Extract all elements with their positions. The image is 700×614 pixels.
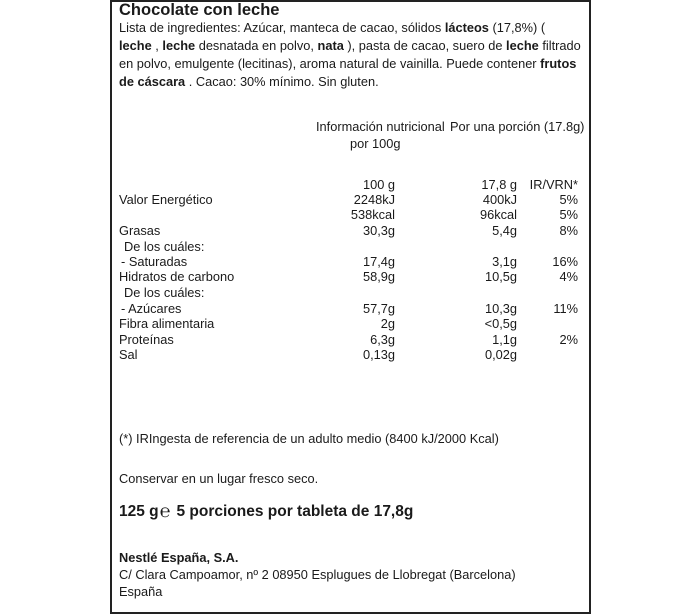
nutrition-row	[119, 223, 579, 239]
nutrient-name: Fibra alimentaria	[119, 316, 215, 331]
nutrient-name: Grasas	[119, 223, 161, 238]
footnote: (*) IRIngesta de referencia de un adulto medio (8400 kJ/2000 Kcal)	[119, 431, 499, 446]
value-per-100g: 2248kJ	[353, 192, 395, 207]
value-per-portion: 17,8 g	[481, 177, 517, 192]
nutrient-name: De los cuáles:	[124, 285, 205, 300]
allergen-highlight: lácteos	[444, 20, 489, 35]
value-per-100g: 538kcal	[350, 207, 395, 222]
header-per-100g	[316, 118, 445, 152]
nutrient-name: Valor Energético	[119, 192, 213, 207]
reference-intake-percent: IR/VRN*	[529, 177, 578, 192]
value-per-portion: 96kcal	[480, 207, 517, 222]
nutrition-row	[119, 347, 579, 363]
allergen-highlight: leche	[162, 38, 196, 53]
nutrient-name: Hidratos de carbono	[119, 269, 235, 284]
allergen-highlight: nata	[317, 38, 344, 53]
nutrition-row	[119, 177, 579, 193]
ingredients-text: ), pasta de cacao, suero de	[343, 38, 507, 53]
reference-intake-percent: 4%	[559, 269, 578, 284]
value-per-100g: 17,4g	[362, 254, 395, 269]
value-per-portion: 5,4g	[492, 223, 517, 238]
value-per-portion: 3,1g	[492, 254, 517, 269]
nutrient-name: - Saturadas	[121, 254, 188, 269]
ingredients-text: filtrado en polvo, emulgente (lecitinas), aroma natural de vainilla. Puede contener	[119, 38, 581, 71]
reference-intake-percent: 2%	[559, 332, 578, 347]
storage-instructions: Conservar en un lugar fresco seco.	[119, 471, 319, 486]
ingredients-text: ,	[151, 38, 163, 53]
reference-intake-percent: 5%	[559, 192, 578, 207]
nutrient-name: De los cuáles:	[124, 239, 205, 254]
manufacturer-address: C/ Clara Campoamor, nº 2 08950 Esplugues de Llobregat (Barcelona)	[119, 567, 516, 582]
value-per-portion: <0,5g	[484, 316, 517, 331]
allergen-highlight: frutos de cáscara	[119, 56, 577, 89]
allergen-highlight: leche	[506, 38, 539, 53]
value-per-portion: 0,02g	[484, 347, 517, 362]
manufacturer-name: Nestlé España, S.A.	[119, 550, 239, 565]
nutrient-name: Proteínas	[119, 332, 174, 347]
value-per-portion: 1,1g	[492, 332, 517, 347]
value-per-100g: 57,7g	[362, 301, 395, 316]
nutrition-row	[119, 254, 579, 270]
value-per-100g: 100 g	[362, 177, 395, 192]
nutrient-name: - Azúcares	[121, 301, 182, 316]
net-weight: 125 g	[119, 503, 159, 520]
reference-intake-percent: 16%	[552, 254, 578, 269]
reference-intake-percent: 5%	[559, 207, 578, 222]
weight-line	[119, 500, 413, 522]
ingredients-text: Lista de ingredientes: Azúcar, manteca de cacao, sólidos	[119, 20, 445, 35]
nutrition-row	[119, 269, 579, 285]
product-title: Chocolate con leche	[119, 1, 280, 19]
ingredients-list	[119, 19, 581, 91]
value-per-100g: 58,9g	[362, 269, 395, 284]
value-per-100g: 0,13g	[362, 347, 395, 362]
reference-intake-percent: 8%	[559, 223, 578, 238]
value-per-portion: 10,5g	[484, 269, 517, 284]
value-per-100g: 6,3g	[370, 332, 395, 347]
header-per-portion: Por una porción (17.8g)	[450, 119, 585, 134]
nutrition-row	[119, 316, 579, 332]
header-per-100g-line1: Información nutricional	[316, 119, 445, 134]
value-per-portion: 10,3g	[484, 301, 517, 316]
nutrition-row	[119, 301, 579, 317]
ingredients-text: desnatada en polvo,	[195, 38, 318, 53]
value-per-portion: 400kJ	[482, 192, 517, 207]
value-per-100g: 30,3g	[362, 223, 395, 238]
portions-text: 5 porciones por tableta de 17,8g	[176, 503, 414, 520]
nutrition-row	[119, 285, 579, 301]
value-per-100g: 2g	[380, 316, 395, 331]
ingredients-text: . Cacao: 30% mínimo. Sin gluten.	[185, 74, 379, 89]
nutrition-row	[119, 239, 579, 255]
manufacturer-country: España	[119, 584, 163, 599]
nutrition-row	[119, 332, 579, 348]
header-per-100g-line2: por 100g	[350, 136, 401, 151]
nutrition-row	[119, 207, 579, 223]
reference-intake-percent: 11%	[553, 301, 578, 316]
nutrition-row	[119, 192, 579, 208]
ingredients-text: (17,8%) (	[488, 20, 546, 35]
allergen-highlight: leche	[119, 38, 152, 53]
nutrient-name: Sal	[119, 347, 138, 362]
estimated-sign-icon: ℮	[159, 501, 171, 521]
